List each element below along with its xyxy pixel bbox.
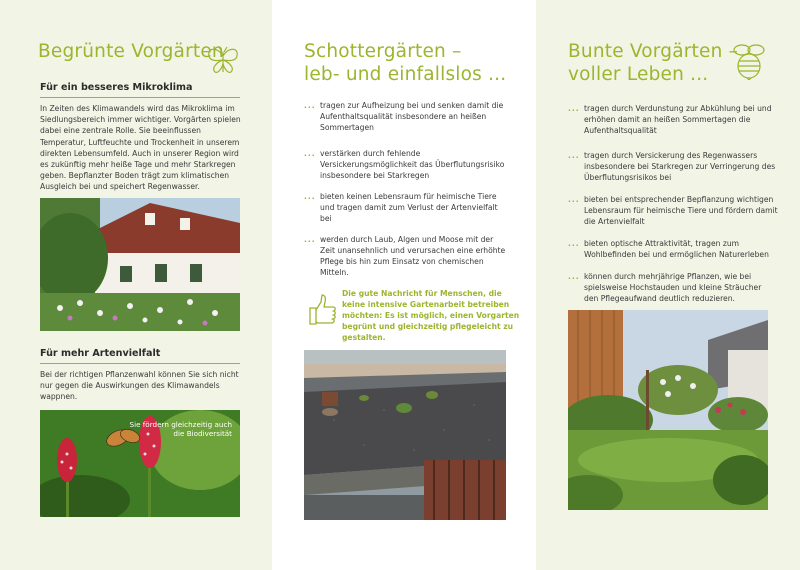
left-panel <box>0 0 272 570</box>
section-heading-artenvielfalt: Für mehr Artenvielfalt <box>40 348 161 359</box>
list-item: ... bieten bei entsprechender Bepflanzung wichtigen Lebensraum für heimische Tiere und fördern damit die Artenvielfalt <box>568 195 778 226</box>
photo-caption: Sie fördern gleichzeitig auch die Biodiversität <box>129 420 232 438</box>
list-item: ... tragen durch Versickerung des Regenwassers insbesondere bei Starkregen zur Verringerung des Überflutungsrisikos bei <box>568 151 776 182</box>
list-item: ... tragen zur Aufheizung bei und senken damit die Aufenthaltsqualität insbesondere an heißen Sommertagen <box>304 101 504 132</box>
butterfly-icon <box>205 42 241 78</box>
bullet-dots: ... <box>568 239 580 248</box>
gravel-garden-photo <box>304 350 506 520</box>
artenvielfalt-text: Bei der richtigen Pflanzenwahl können Sie sich nicht nur gegen die Auswirkungen des Klimawandels wappnen. <box>40 370 239 402</box>
house-garden-photo <box>40 198 240 331</box>
bullet-dots: ... <box>304 192 316 201</box>
middle-title: Schottergärten – leb- und einfallslos ... <box>304 41 507 85</box>
left-title: Begrünte Vorgärten <box>38 41 224 62</box>
right-title: Bunte Vorgärten – voller Leben ... <box>568 41 739 85</box>
list-item: ... können durch mehrjährige Pflanzen, wie bei spielsweise Hochstauden und kleine Sträucher den Pflegeaufwand deutlich reduzieren. <box>568 272 762 303</box>
list-item: ... tragen durch Verdunstung zur Abkühlung bei und erhöhen damit an heißen Sommertagen die Aufenthaltsqualität <box>568 104 772 135</box>
heading-rule <box>40 363 240 364</box>
right-panel <box>536 0 800 570</box>
good-news-tip: Die gute Nachricht für Menschen, die keine intensive Gartenarbeit betreiben möchten: Es ist möglich, einen Vorgarten begrünt und gleichzeitig pflegeleicht zu gestalten. <box>342 289 520 342</box>
list-item: ... verstärken durch fehlende Versickerungsmöglichkeit das Überflutungsrisiko insbesondere bei Starkregen <box>304 149 505 180</box>
bullet-dots: ... <box>568 151 580 160</box>
list-item: ... bieten optische Attraktivität, tragen zum Wohlbefinden bei und ermöglichen Naturerleben <box>568 239 769 259</box>
middle-panel <box>272 0 536 570</box>
thumbs-up-icon <box>308 292 338 328</box>
section-heading-mikroklima: Für ein besseres Mikroklima <box>40 82 193 93</box>
bullet-dots: ... <box>568 104 580 113</box>
bullet-dots: ... <box>568 195 580 204</box>
bullet-dots: ... <box>304 235 316 244</box>
bullet-dots: ... <box>304 149 316 158</box>
bullet-dots: ... <box>568 272 580 281</box>
list-item: ... werden durch Laub, Algen und Moose mit der Zeit unansehnlich und verursachen eine erhöhte Pflege bis hin zum Einsatz von chemischen Mitteln. <box>304 235 506 277</box>
mikroklima-text: In Zeiten des Klimawandels wird das Mikroklima im Siedlungsbereich immer wichtiger. Vorgärten spielen dabei eine zentrale Rolle. Sie beeinflussen Temperatur, Luftfeuchte und Trockenheit in unserem direkten Lebensumfeld. Auch in unserer Region wird es zukünftig mehr heiße Tage und mehr Starkregen geben. Bepflanzter Boden trägt zum klimatischen Ausgleich bei und speichert Regenwasser. <box>40 104 241 192</box>
heading-rule <box>40 97 240 98</box>
colorful-front-garden-photo <box>568 310 768 510</box>
bee-icon <box>732 42 766 80</box>
bullet-dots: ... <box>304 101 316 110</box>
list-item: ... bieten keinen Lebensraum für heimische Tiere und tragen damit zum Verlust der Artenvielfalt bei <box>304 192 498 223</box>
